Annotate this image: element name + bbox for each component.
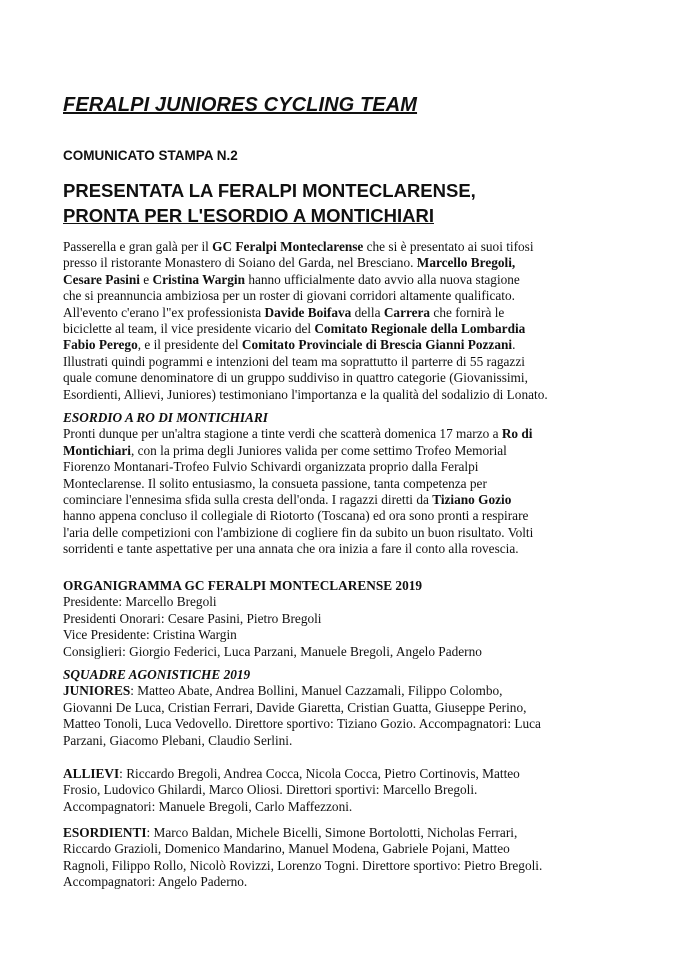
bold-text: Marcello Bregoli, [416,255,516,271]
intro-paragraph [63,239,623,403]
text-line: Parzani, Giacomo Plebani, Claudio Serlini. [63,732,293,748]
text-line [63,337,623,353]
text-line: Illustrati quindi pogrammi e intenzioni del team ma soprattutto il parterre di 55 ragazzi [63,353,525,369]
text: presso il ristorante Monastero di Soiano del Garda, nel Bresciano. [63,255,417,271]
text: della [351,304,384,320]
press-release-number: COMUNICATO STAMPA N.2 [63,148,238,163]
text-line [63,321,623,337]
category-label: ALLIEVI [63,766,120,781]
text-line [63,443,623,459]
text-line: sorridenti e tante aspettative per una annata che ora inizia a fare il conto alla rovescia. [63,541,519,557]
text-line: Esordienti, Allievi, Juniores) testimoniano l'importanza e la qualità del sodalizio di Lonato. [63,386,548,402]
text: hanno ufficialmente dato avvio alla nuova stagione [245,271,520,287]
text: . [512,337,516,353]
text-line: Fiorenzo Montanari-Trofeo Fulvio Schivardi organizzata proprio dalla Feralpi [63,459,479,475]
text-line: Monteclarense. Il solito entusiasmo, la consueta passione, tanta competenza per [63,475,487,491]
text-line: l'aria delle competizioni con l'ambizione di cogliere fin da subito un buon risultato. Volti [63,524,534,540]
bold-text: Comitato Provinciale di Brescia Gianni Pozzani [241,337,513,353]
text: Passerella e gran galà per il [63,239,213,254]
text-line: Matteo Tonoli, Luca Vedovello. Direttore sportivo: Tiziano Gozio. Accompagnatori: Luca [63,716,541,732]
text: biciclette al team, il vice presidente vicario del [63,321,315,337]
text: : Marco Baldan, Michele Bicelli, Simone Bortolotti, Nicholas Ferrari, [146,825,518,840]
section-heading: SQUADRE AGONISTICHE 2019 [63,667,251,682]
text-line [63,239,623,255]
bold-text: Montichiari [63,442,131,458]
text: , con la prima degli Juniores valida per come settimo Trofeo Memorial [130,442,507,458]
text: : Matteo Abate, Andrea Bollini, Manuel Cazzamali, Filippo Colombo, [130,683,503,699]
bold-text: Comitato Regionale della Lombardia [314,321,526,337]
headline [63,178,476,228]
text: cominciare l'ennesima sfida sulla cresta dell'onda. I ragazzi diretti da [63,492,433,508]
text: : Riccardo Bregoli, Andrea Cocca, Nicola Cocca, Pietro Cortinovis, Matteo [119,766,520,781]
team-title: FERALPI JUNIORES CYCLING TEAM [63,94,418,116]
headline-line-2: PRONTA PER L'ESORDIO A MONTICHIARI [63,205,434,226]
bold-text: Carrera [383,304,431,320]
esordio-section [63,410,623,558]
text-line: Riccardo Grazioli, Domenico Mandarino, Manuel Modena, Gabriele Pojani, Matteo [63,841,510,857]
text-line: Giovanni De Luca, Cristian Ferrari, Davide Giaretta, Cristian Guatta, Giuseppe Perino, [63,699,527,715]
esordienti-section [63,825,623,891]
text-line [63,426,623,442]
text-line: Presidenti Onorari: Cesare Pasini, Pietro Bregoli [63,610,322,626]
text-line: Presidente: Marcello Bregoli [63,594,217,610]
organigramma-section [63,578,623,660]
text-line: Accompagnatori: Manuele Bregoli, Carlo Maffezzoni. [63,798,353,814]
text-line [63,825,623,841]
text-line [63,766,623,782]
text-line: Frosio, Ludovico Ghilardi, Marco Oliosi. Direttori sportivi: Marcello Bregoli. [63,782,478,798]
category-label: ESORDIENTI [63,825,147,840]
bold-text: Cristina Wargin [152,271,245,287]
squadre-section [63,667,623,749]
text-line: Vice Presidente: Cristina Wargin [63,627,237,643]
text-line [63,305,623,321]
text-line [63,255,623,271]
text-line [63,272,623,288]
bold-text: GC Feralpi Monteclarense [212,239,364,254]
text: , e il presidente del [137,337,242,353]
bold-text: Tiziano Gozio [432,492,512,508]
text-line: hanno appena concluso il collegiale di Riotorto (Toscana) ed ora sono pronti a respirare [63,508,529,524]
text-line: quale comune denominatore di un gruppo suddiviso in quattro categorie (Giovanissimi, [63,370,528,386]
text-line: che si preannuncia ambiziosa per un roster di giovani corridori altamente qualificato. [63,288,515,304]
text: che si è presentato ai suoi tifosi [363,239,534,254]
bold-text: Cesare Pasini [63,271,140,287]
headline-line-1: PRESENTATA LA FERALPI MONTECLARENSE, [63,180,476,201]
allievi-section [63,766,623,815]
text-line [63,683,623,699]
section-heading: ORGANIGRAMMA GC FERALPI MONTECLARENSE 2019 [63,578,423,593]
text-line [63,492,623,508]
section-heading: ESORDIO A RO DI MONTICHIARI [63,410,268,425]
text-line: Ragnoli, Filippo Rollo, Nicolò Rovizzi, Lorenzo Togni. Direttore sportivo: Pietro Bregoli. [63,857,543,873]
text: All'evento c'erano l"ex professionista [63,304,265,320]
bold-text: Fabio Perego [63,337,138,353]
text: e [139,271,153,287]
text: Pronti dunque per un'altra stagione a tinte verdi che scatterà domenica 17 marzo a [63,426,502,442]
text: che fornirà le [430,304,505,320]
bold-text: Ro di [501,426,533,442]
category-label: JUNIORES [63,683,131,699]
text-line: Consiglieri: Giorgio Federici, Luca Parzani, Manuele Bregoli, Angelo Paderno [63,643,482,659]
bold-text: Davide Boifava [264,304,352,320]
text-line: Accompagnatori: Angelo Paderno. [63,874,248,890]
